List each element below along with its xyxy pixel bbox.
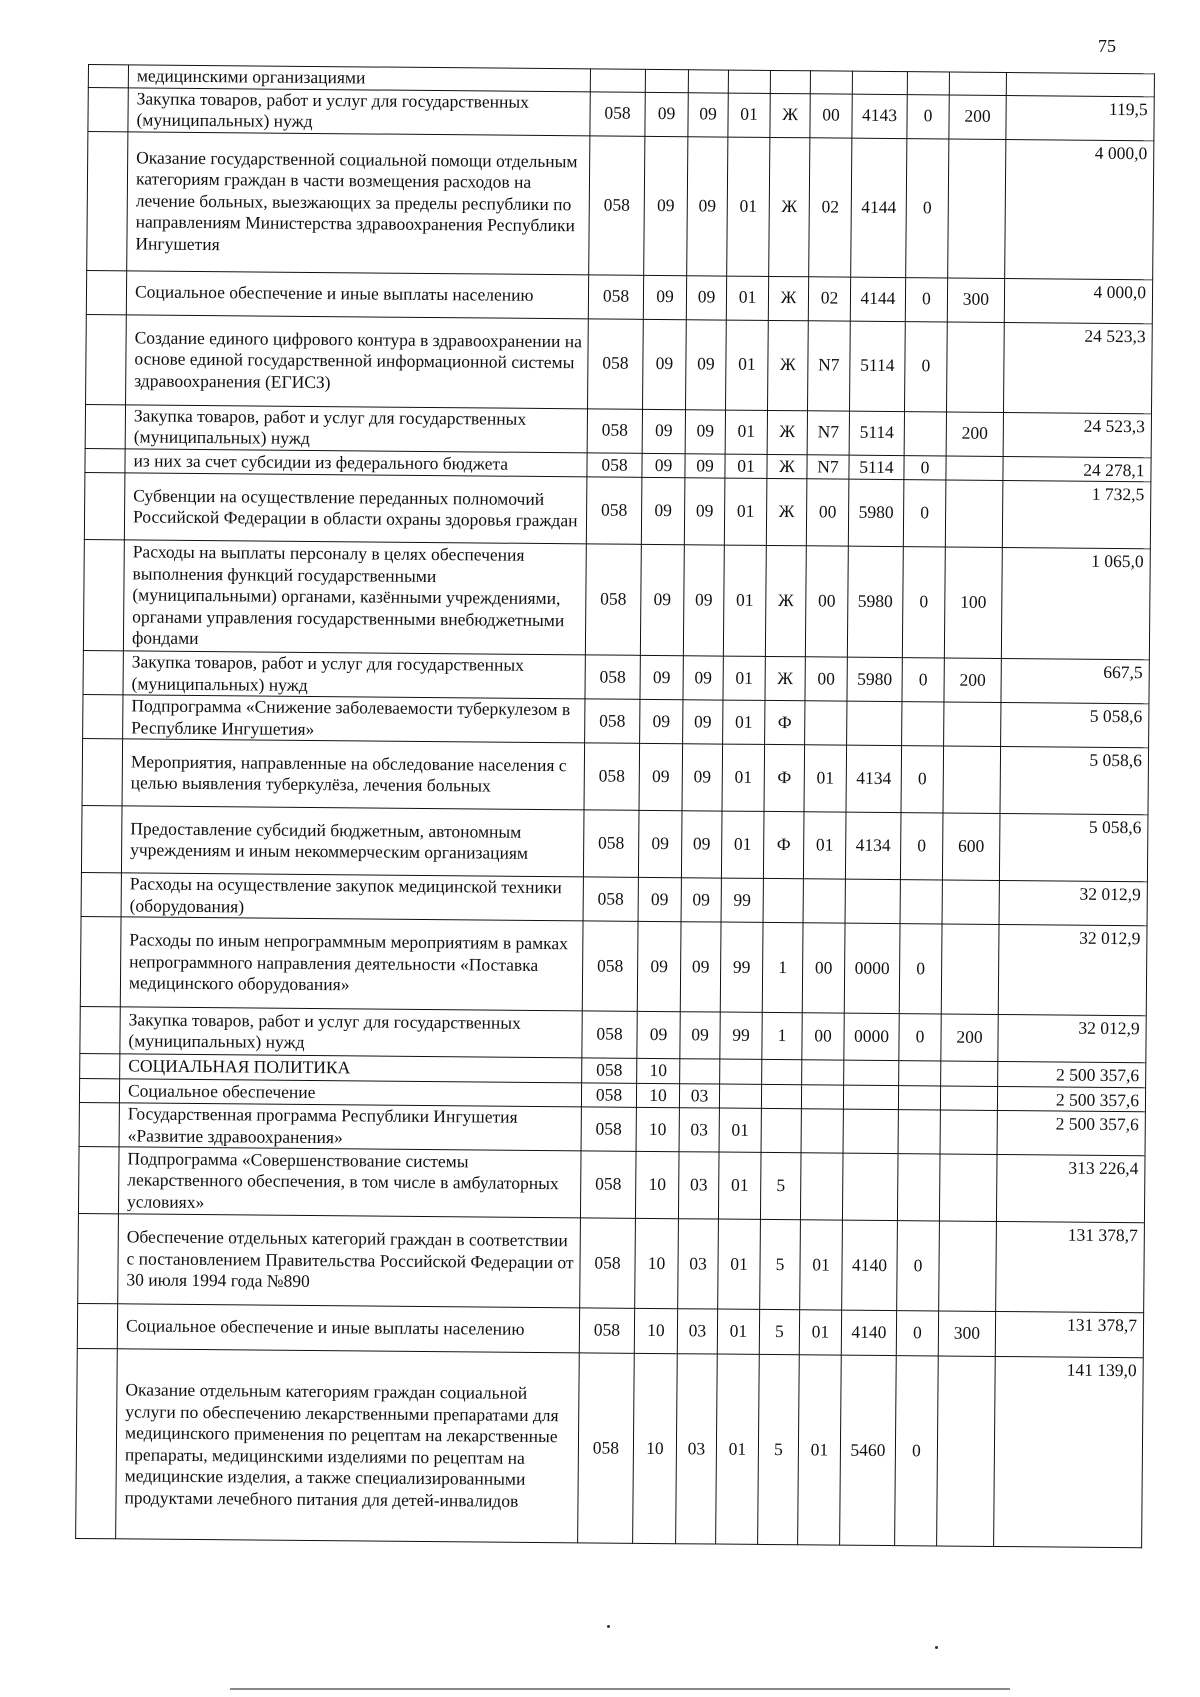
code-cell-c3: 09 — [682, 744, 723, 811]
blank-cell — [78, 1146, 119, 1213]
code-cell-c5: Ж — [769, 137, 810, 276]
amount-cell: 313 226,4 — [996, 1154, 1145, 1222]
code-cell-c3: 09 — [681, 878, 721, 922]
code-cell-c8: 0 — [904, 455, 946, 480]
item-name-cell: Расходы по иным непрограммным мероприятиям в рамках непрограммного направления деятельности «Поставка медицинского оборудования» — [120, 917, 583, 1011]
amount-cell: 119,5 — [1006, 95, 1154, 140]
code-cell-c4 — [720, 1059, 762, 1084]
code-cell-c4: 01 — [722, 744, 765, 811]
code-cell-c3: 09 — [685, 409, 725, 453]
amount-cell: 5 058,6 — [1000, 746, 1149, 814]
code-cell-c7: 0000 — [844, 923, 900, 1013]
code-cell-c9 — [944, 702, 1001, 746]
code-cell-c1: 058 — [581, 1107, 636, 1151]
code-cell-c8: 0 — [900, 813, 943, 880]
code-cell-c7: 4143 — [852, 94, 907, 138]
code-cell-c2: 09 — [638, 810, 682, 877]
code-cell-c7: 5460 — [840, 1355, 897, 1545]
scan-speck — [935, 1646, 938, 1649]
code-cell-c2: 10 — [636, 1083, 679, 1108]
code-cell-c9: 300 — [938, 1311, 995, 1356]
code-cell-c5: 1 — [762, 922, 803, 1012]
code-cell-c6: 02 — [808, 276, 850, 320]
code-cell-c1: 058 — [588, 274, 643, 318]
item-name-cell: СОЦИАЛЬНАЯ ПОЛИТИКА — [120, 1054, 582, 1083]
code-cell-c3: 09 — [686, 319, 727, 409]
code-cell-c9: 200 — [941, 1014, 998, 1061]
code-cell-c9 — [946, 456, 1003, 481]
code-cell-c2: 09 — [637, 1011, 680, 1058]
code-cell-c8: 0 — [899, 924, 942, 1014]
item-name-cell: Оказание государственной социальной помощи отдельным категориям граждан в части возмещения расходов на лечение больных, выезжающих за пределы республики по направлениям Министерства здравоохранения Республики Ингушетия — [127, 131, 590, 274]
amount-cell: 32 012,9 — [999, 880, 1147, 925]
code-cell-c8: 0 — [903, 480, 946, 547]
code-cell-c9 — [942, 880, 999, 924]
code-cell-c7 — [844, 1060, 899, 1085]
code-cell-c4: 01 — [718, 1152, 761, 1219]
code-cell-c9: 200 — [949, 95, 1006, 139]
code-cell-c6: 01 — [799, 1310, 841, 1355]
amount-cell: 2 500 357,6 — [998, 1061, 1146, 1087]
blank-cell — [79, 1078, 119, 1103]
amount-cell: 32 012,9 — [998, 1014, 1146, 1062]
item-name-cell: Закупка товаров, работ и услуг для государственных (муниципальных) нужд — [120, 1007, 582, 1058]
code-cell-c3: 03 — [676, 1354, 718, 1544]
code-cell-c6: 01 — [800, 1220, 843, 1310]
code-cell-c8: 0 — [897, 1221, 940, 1311]
code-cell-c3: 03 — [679, 1108, 719, 1152]
code-cell-c3: 09 — [680, 922, 721, 1012]
item-name-cell: Подпрограмма «Снижение заболеваемости туберкулезом в Республике Ингушетия» — [123, 695, 585, 743]
budget-table — [75, 64, 1155, 1548]
code-cell-c3: 09 — [681, 811, 722, 878]
blank-cell — [84, 472, 125, 539]
code-cell-c4: 01 — [726, 320, 769, 410]
code-cell-c5 — [763, 878, 803, 922]
code-cell-c3: 09 — [683, 545, 724, 656]
code-cell-c7: 4140 — [841, 1310, 896, 1355]
blank-cell — [83, 539, 124, 650]
code-cell-c9 — [948, 139, 1006, 278]
code-cell-c9 — [943, 746, 1001, 813]
code-cell-c6: 02 — [809, 137, 852, 276]
code-cell-c9: 200 — [946, 412, 1003, 456]
code-cell-c2: 10 — [635, 1151, 679, 1218]
code-cell-c5: Ж — [766, 478, 807, 545]
code-cell-c1: 058 — [582, 1058, 637, 1083]
blank-cell — [78, 1213, 119, 1303]
code-cell-c5: Ф — [765, 700, 805, 744]
code-cell-c7: 0000 — [844, 1013, 899, 1060]
code-cell-c8: 0 — [896, 1311, 938, 1356]
code-cell-c5: 5 — [760, 1152, 801, 1219]
item-name-cell: Мероприятия, направленные на обследование населения с целью выявления туберкулёза, лечения больных — [122, 739, 585, 810]
code-cell-c6: 00 — [805, 546, 848, 657]
code-cell-c8: 0 — [905, 321, 948, 411]
code-cell-c5 — [770, 70, 810, 93]
blank-cell — [82, 738, 123, 805]
code-cell-c4: 01 — [723, 656, 765, 700]
blank-cell — [81, 872, 121, 916]
code-cell-c1: 058 — [579, 1308, 634, 1353]
item-name-cell: Закупка товаров, работ и услуг для государственных (муниципальных) нужд — [125, 404, 587, 452]
code-cell-c2: 09 — [640, 655, 683, 699]
item-name-cell: Обеспечение отдельных категорий граждан в соответствии с постановлением Правительства Российской Федерации от 30 июля 1994 года №890 — [118, 1214, 581, 1308]
code-cell-c7 — [845, 879, 900, 923]
code-cell-c4: 01 — [723, 545, 766, 656]
amount-cell: 32 012,9 — [998, 924, 1147, 1015]
amount-cell: 4 000,0 — [1005, 139, 1154, 279]
code-cell-c4: 01 — [727, 137, 770, 276]
code-cell-c3: 09 — [684, 478, 725, 545]
code-cell-c9 — [940, 1110, 997, 1154]
item-name-cell: Социальное обеспечение и иные выплаты населению — [117, 1304, 579, 1353]
code-cell-c2: 09 — [642, 409, 685, 453]
code-cell-c6 — [803, 879, 845, 923]
code-cell-c2: 10 — [635, 1218, 679, 1308]
code-cell-c3: 09 — [686, 275, 726, 319]
table-row — [82, 738, 1149, 814]
code-cell-c6: N7 — [808, 320, 851, 410]
code-cell-c5: Ж — [765, 656, 805, 700]
code-cell-c2: 09 — [640, 544, 684, 655]
item-name-cell: Создание единого цифрового контура в здравоохранении на основе единой государственной информационной системы здравоохранения (ЕГИСЗ) — [126, 314, 589, 408]
code-cell-c6: 00 — [802, 923, 845, 1013]
amount-cell: 24 523,3 — [1003, 412, 1151, 457]
amount-cell: 5 058,6 — [1001, 702, 1149, 747]
code-cell-c3: 09 — [683, 700, 723, 744]
code-cell-c1: 058 — [580, 1218, 636, 1308]
code-cell-c2: 09 — [643, 275, 686, 319]
page-number: 75 — [1098, 36, 1116, 56]
code-cell-c7 — [842, 1153, 898, 1220]
code-cell-c4: 01 — [717, 1309, 759, 1354]
code-cell-c1: 058 — [587, 408, 642, 452]
code-cell-c7 — [843, 1109, 898, 1153]
code-cell-c1: 058 — [585, 544, 641, 655]
code-cell-c6: 00 — [806, 479, 849, 546]
table-row — [76, 1348, 1144, 1547]
table-row — [84, 472, 1151, 548]
code-cell-c4: 01 — [725, 454, 767, 479]
code-cell-c5 — [762, 1059, 802, 1084]
amount-cell: 1 065,0 — [1001, 547, 1150, 659]
code-cell-c8: 0 — [907, 94, 949, 138]
code-cell-c2: 09 — [642, 453, 685, 478]
code-cell-c5: Ж — [770, 93, 810, 137]
item-name-cell: Закупка товаров, работ и услуг для государственных (муниципальных) нужд — [123, 651, 585, 699]
amount-cell: 2 500 357,6 — [997, 1110, 1145, 1155]
code-cell-c7 — [843, 1085, 898, 1110]
code-cell-c7: 5114 — [850, 321, 906, 411]
code-cell-c4: 99 — [720, 1012, 762, 1059]
code-cell-c5: Ф — [763, 811, 804, 878]
code-cell-c8 — [902, 702, 944, 746]
code-cell-c2: 09 — [640, 699, 683, 743]
code-cell-c9: 600 — [942, 813, 1000, 880]
code-cell-c3: 09 — [683, 656, 723, 700]
code-cell-c5 — [761, 1084, 801, 1109]
item-name-cell: Расходы на осуществление закупок медицинской техники (оборудования) — [121, 873, 583, 921]
code-cell-c9 — [947, 322, 1005, 412]
code-cell-c1: 058 — [583, 877, 638, 921]
code-cell-c4: 01 — [718, 1219, 761, 1309]
blank-cell — [81, 805, 122, 872]
code-cell-c4 — [719, 1084, 761, 1109]
amount-cell: 131 378,7 — [995, 1311, 1143, 1357]
code-cell-c2: 09 — [644, 136, 688, 275]
code-cell-c6: N7 — [807, 454, 849, 479]
code-cell-c2: 09 — [645, 92, 688, 136]
code-cell-c6: 00 — [810, 93, 852, 137]
code-cell-c2: 10 — [634, 1308, 677, 1353]
code-cell-c7: 4144 — [851, 138, 907, 277]
code-cell-c2: 09 — [639, 743, 683, 810]
scan-speck — [607, 1625, 610, 1628]
code-cell-c2: 10 — [636, 1107, 679, 1151]
code-cell-c7: 4134 — [845, 812, 901, 879]
code-cell-c7: 4134 — [846, 745, 902, 812]
code-cell-c2 — [645, 69, 688, 92]
code-cell-c1: 058 — [582, 921, 638, 1011]
code-cell-c7: 4140 — [842, 1220, 898, 1310]
code-cell-c2: 09 — [643, 319, 687, 409]
amount-cell: 24 278,1 — [1003, 456, 1151, 482]
code-cell-c9 — [939, 1221, 997, 1311]
amount-cell: 1 732,5 — [1002, 480, 1151, 548]
code-cell-c1: 058 — [585, 699, 640, 743]
code-cell-c8 — [907, 72, 949, 95]
item-name-cell: Государственная программа Республики Ингушетия «Развитие здравоохранения» — [119, 1103, 581, 1151]
code-cell-c3: 09 — [680, 1012, 720, 1059]
code-cell-c8 — [899, 1061, 941, 1086]
item-name-cell: Закупка товаров, работ и услуг для государственных (муниципальных) нужд — [128, 87, 590, 135]
item-name-cell: медицинскими организациями — [128, 65, 590, 92]
code-cell-c8 — [904, 411, 946, 455]
code-cell-c4: 01 — [725, 410, 767, 454]
code-cell-c8: 0 — [895, 1356, 939, 1546]
item-name-cell: Оказание отдельным категориям граждан социальной услуги по обеспечению лекарственными препаратами для медицинского применения по рецептам на лекарственные препараты, медицинскими изделиями по рецептам на медицинские изделия, а также специализированными продуктами лечебного питания для детей-инвалидов — [116, 1349, 580, 1543]
code-cell-c4 — [728, 70, 770, 93]
blank-cell — [87, 131, 128, 270]
code-cell-c8 — [900, 880, 942, 924]
amount-cell: 5 058,6 — [999, 813, 1148, 881]
blank-cell — [83, 650, 123, 694]
amount-cell: 4 000,0 — [1004, 278, 1152, 323]
code-cell-c3: 09 — [688, 92, 728, 136]
code-cell-c8 — [898, 1085, 940, 1110]
blank-cell — [80, 1053, 120, 1078]
code-cell-c7: 5114 — [849, 411, 904, 455]
code-cell-c9 — [941, 924, 999, 1014]
item-name-cell: из них за счет субсидии из федерального бюджета — [125, 448, 587, 477]
code-cell-c9 — [937, 1356, 996, 1546]
code-cell-c1: 058 — [588, 318, 644, 408]
code-cell-c1: 058 — [585, 655, 640, 699]
item-name-cell: Расходы на выплаты персоналу в целях обеспечения выполнения функций государственными (муниципальными) органами, казёнными учреждениями, органами управления государственными внебюджетными фондами — [123, 540, 586, 655]
table-row — [83, 539, 1150, 659]
amount-cell: 2 500 357,6 — [997, 1086, 1145, 1112]
code-cell-c4: 01 — [723, 700, 765, 744]
code-cell-c2: 10 — [633, 1353, 678, 1543]
code-cell-c6 — [801, 1109, 843, 1153]
code-cell-c4: 01 — [721, 811, 764, 878]
code-cell-c8: 0 — [905, 277, 947, 321]
table-row — [86, 314, 1153, 413]
code-cell-c7 — [847, 701, 902, 745]
code-cell-c1: 058 — [582, 1011, 637, 1058]
item-name-cell: Социальное обеспечение и иные выплаты населению — [126, 270, 588, 318]
blank-cell — [85, 448, 125, 473]
table-row — [80, 916, 1147, 1015]
blank-cell — [76, 1348, 118, 1538]
code-cell-c6: 00 — [802, 1013, 844, 1060]
code-cell-c4: 01 — [716, 1354, 760, 1544]
code-cell-c6: 00 — [805, 657, 847, 701]
code-cell-c6: 01 — [798, 1355, 842, 1545]
code-cell-c9 — [941, 1061, 998, 1086]
code-cell-c1: 058 — [583, 810, 639, 877]
item-name-cell: Подпрограмма «Совершенствование системы лекарственного обеспечения, в том числе в амбулаторных условиях» — [118, 1147, 581, 1218]
code-cell-c7: 5980 — [847, 546, 903, 657]
code-cell-c1: 058 — [589, 135, 645, 274]
code-cell-c7: 5114 — [849, 455, 904, 480]
code-cell-c7: 5980 — [847, 657, 902, 701]
blank-cell — [83, 694, 123, 738]
code-cell-c5: 5 — [759, 1309, 799, 1354]
code-cell-c6: 01 — [804, 745, 847, 812]
code-cell-c9: 200 — [944, 658, 1001, 702]
code-cell-c9 — [945, 480, 1003, 547]
code-cell-c4: 01 — [728, 93, 770, 137]
code-cell-c8: 0 — [902, 547, 945, 658]
code-cell-c8: 0 — [901, 746, 944, 813]
code-cell-c9: 100 — [944, 547, 1002, 658]
code-cell-c5: Ж — [768, 276, 808, 320]
code-cell-c3 — [688, 70, 728, 93]
table-row — [78, 1146, 1145, 1222]
code-cell-c4: 01 — [724, 478, 767, 545]
blank-cell — [77, 1303, 117, 1348]
code-cell-c5 — [761, 1108, 801, 1152]
code-cell-c5: 5 — [758, 1354, 800, 1544]
amount-cell: 131 378,7 — [996, 1221, 1145, 1312]
code-cell-c9 — [939, 1154, 997, 1221]
code-cell-c3: 03 — [678, 1152, 719, 1219]
code-cell-c9 — [940, 1085, 997, 1110]
code-cell-c3 — [680, 1059, 720, 1084]
blank-cell — [88, 65, 128, 88]
code-cell-c6: N7 — [807, 410, 849, 454]
code-cell-c6: 01 — [803, 812, 846, 879]
code-cell-c6 — [800, 1153, 843, 1220]
code-cell-c6 — [802, 1060, 844, 1085]
code-cell-c9 — [949, 72, 1006, 95]
table-row — [87, 131, 1154, 279]
code-cell-c2: 09 — [641, 477, 685, 544]
code-cell-c5: Ж — [767, 454, 807, 479]
code-cell-c7: 5980 — [848, 479, 904, 546]
code-cell-c2: 09 — [638, 877, 681, 921]
code-cell-c7: 4144 — [850, 277, 905, 321]
amount-cell: 24 523,3 — [1003, 322, 1152, 413]
code-cell-c8 — [898, 1110, 940, 1154]
item-name-cell: Социальное обеспечение — [119, 1078, 581, 1107]
code-cell-c1: 058 — [590, 91, 645, 135]
code-cell-c9: 300 — [947, 278, 1004, 322]
code-cell-c3: 09 — [687, 136, 728, 275]
code-cell-c6 — [810, 71, 852, 94]
code-cell-c3: 03 — [679, 1083, 719, 1108]
amount-cell: 667,5 — [1001, 658, 1149, 703]
code-cell-c5: 5 — [760, 1219, 801, 1309]
code-cell-c2: 10 — [637, 1058, 680, 1083]
item-name-cell: Предоставление субсидий бюджетным, автономным учреждениям и иным некоммерческим организациям — [121, 806, 584, 877]
code-cell-c5: 1 — [762, 1012, 802, 1059]
blank-cell — [80, 916, 121, 1006]
code-cell-c4: 99 — [721, 878, 763, 922]
code-cell-c5: Ж — [768, 320, 809, 410]
code-cell-c1: 058 — [586, 477, 642, 544]
code-cell-c5: Ж — [767, 410, 807, 454]
code-cell-c6 — [805, 701, 847, 745]
code-cell-c4: 99 — [720, 922, 763, 1012]
code-cell-c6 — [801, 1084, 843, 1109]
scan-edge-line — [230, 1688, 1010, 1690]
table-row — [78, 1213, 1145, 1312]
code-cell-c1: 058 — [587, 452, 642, 477]
item-name-cell: Субвенции на осуществление переданных полномочий Российской Федерации в области охраны здоровья граждан — [124, 473, 587, 544]
code-cell-c1: 058 — [578, 1353, 635, 1543]
code-cell-c8: 0 — [906, 138, 949, 277]
code-cell-c8: 0 — [902, 658, 944, 702]
blank-cell — [86, 270, 126, 314]
blank-cell — [79, 1102, 119, 1146]
code-cell-c4: 01 — [719, 1108, 761, 1152]
code-cell-c1 — [590, 69, 645, 92]
code-cell-c1: 058 — [580, 1151, 636, 1218]
code-cell-c2: 09 — [637, 921, 681, 1011]
blank-cell — [80, 1006, 120, 1053]
code-cell-c8 — [897, 1154, 940, 1221]
blank-cell — [85, 404, 125, 448]
code-cell-c3: 03 — [678, 1219, 719, 1309]
code-cell-c1: 058 — [584, 743, 640, 810]
blank-cell — [86, 314, 127, 404]
code-cell-c1: 058 — [581, 1082, 636, 1107]
blank-cell — [88, 87, 128, 131]
code-cell-c4: 01 — [726, 276, 768, 320]
code-cell-c7 — [852, 71, 907, 94]
amount-cell — [1006, 73, 1154, 97]
code-cell-c3: 03 — [677, 1309, 717, 1354]
code-cell-c8: 0 — [899, 1014, 941, 1061]
code-cell-c5: Ж — [765, 545, 806, 656]
table-row — [81, 805, 1148, 881]
amount-cell: 141 139,0 — [994, 1356, 1144, 1547]
code-cell-c5: Ф — [764, 744, 805, 811]
code-cell-c3: 09 — [685, 453, 725, 478]
